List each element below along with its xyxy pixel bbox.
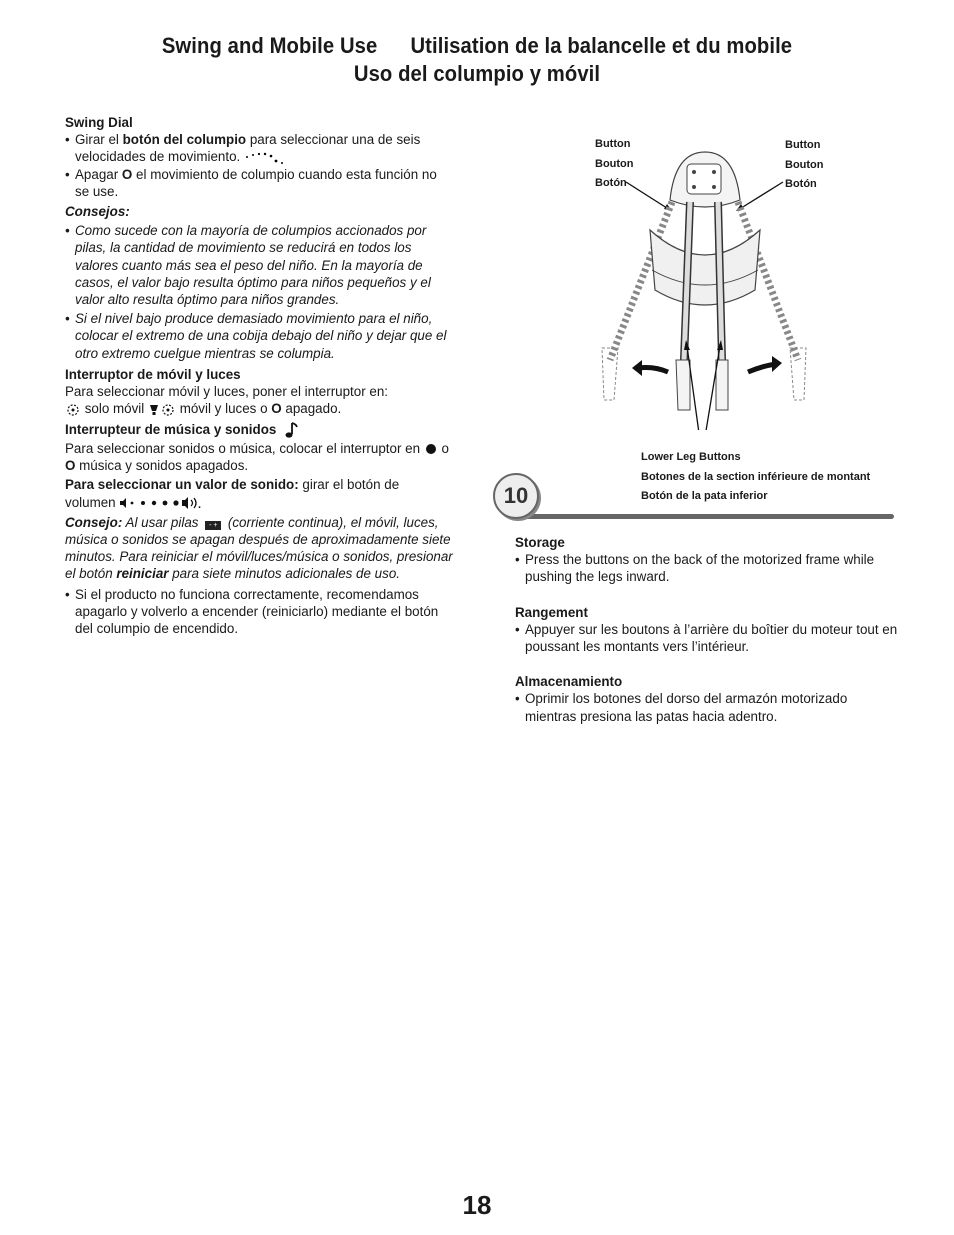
storage-heading: Storage xyxy=(515,535,565,550)
consejos-heading: Consejos: xyxy=(65,204,130,220)
page-number: 18 xyxy=(462,1190,492,1220)
almacenamiento-heading: Almacenamiento xyxy=(515,674,623,690)
step-divider xyxy=(514,514,894,519)
rangement-heading: Rangement xyxy=(515,604,588,620)
music-on-dot-icon xyxy=(426,444,436,454)
mobile-only-icon xyxy=(65,403,81,417)
restart-bullet: • Si el producto no funciona correctamente, recomendamos apagarlo y volverlo a encender (reiniciarlo) mediante el botón del columpio de encendido. xyxy=(65,586,453,638)
title-fr: Utilisation de la balancelle et du mobile xyxy=(410,33,793,58)
almacenamiento-text: • Oprimir los botones del dorso del armazón motorizado mientras presiona las patas hacia adentro. xyxy=(515,690,900,724)
page-title xyxy=(38,32,916,88)
rangement-text: • Appuyer sur les boutons à l’arrière du boîtier du moteur tout en poussant les montants vers l’intérieur. xyxy=(515,621,900,655)
mobile-switch-line-1: Para seleccionar móvil y luces, poner el interruptor en: xyxy=(65,384,389,400)
music-switch-text: Para seleccionar sonidos o música, colocar el interruptor en o O música y sonidos apagados. xyxy=(65,440,449,474)
mobile-switch-heading: Interruptor de móvil y luces xyxy=(65,366,241,382)
figure-button-labels-left: Button Bouton Botón xyxy=(595,138,634,189)
figure-button-labels-right: Button Bouton Botón xyxy=(785,139,824,190)
swing-frame-illustration xyxy=(590,130,890,430)
storage-text: • Press the buttons on the back of the motorized frame while pushing the legs inward. xyxy=(515,551,900,585)
battery-icon: - + xyxy=(205,521,221,530)
swing-dial-bullet-1: • Girar el botón del columpio para seleccionar una de seis velocidades de movimiento. xyxy=(65,131,453,165)
consejo-battery-tip: Consejo: Al usar pilas - + (corriente continua), el móvil, luces, música o sonidos se apagan después de aproximadamente siete minutos. Para reiniciar el móvil/luces/música o sonidos, presionar el botón reiniciar para siete minutos adicionales de uso. xyxy=(65,514,453,582)
swing-dial-heading: Swing Dial xyxy=(65,115,133,130)
music-note-icon xyxy=(280,422,300,440)
step-number-badge: 10 xyxy=(493,473,539,519)
volume-scale-icon xyxy=(119,496,203,510)
light-bulb-icon xyxy=(148,403,160,417)
music-switch-heading: Interrupteur de música y sonidos xyxy=(65,421,453,439)
svg-text:.: . xyxy=(198,498,202,510)
title-es: Uso del columpio y móvil xyxy=(353,61,601,86)
consejo-item-1: • Como sucede con la mayoría de columpios accionados por pilas, la cantidad de movimiento se reducirá en todos los valores cuanto más sea el peso del niño. En la mayoría de casos, el valor bajo resulta óptimo para niños pequeños y el valor alto resulta óptimo para niños grandes. xyxy=(65,222,453,308)
right-column xyxy=(515,534,900,725)
volume-text: Para seleccionar un valor de sonido: girar el botón de volumen . xyxy=(65,477,400,510)
swing-speed-dots-icon xyxy=(244,151,284,165)
swing-dial-bullet-2: • Apagar O el movimiento de columpio cuando esta función no se use. xyxy=(65,166,453,200)
mobile-lights-icon xyxy=(160,403,176,417)
left-column xyxy=(65,114,453,637)
lower-leg-button-labels: Lower Leg Buttons Botones de la section inférieure de montant Botón de la pata inferior xyxy=(641,451,871,502)
title-en: Swing and Mobile Use xyxy=(161,33,378,58)
consejo-item-2: • Si el nivel bajo produce demasiado movimiento para el niño, colocar el extremo de una cobija debajo del niño y dejar que el otro extremo cuelgue mientras se columpia. xyxy=(65,310,453,362)
mobile-switch-line-2: solo móvil móvil y luces o O apagado. xyxy=(65,400,453,417)
